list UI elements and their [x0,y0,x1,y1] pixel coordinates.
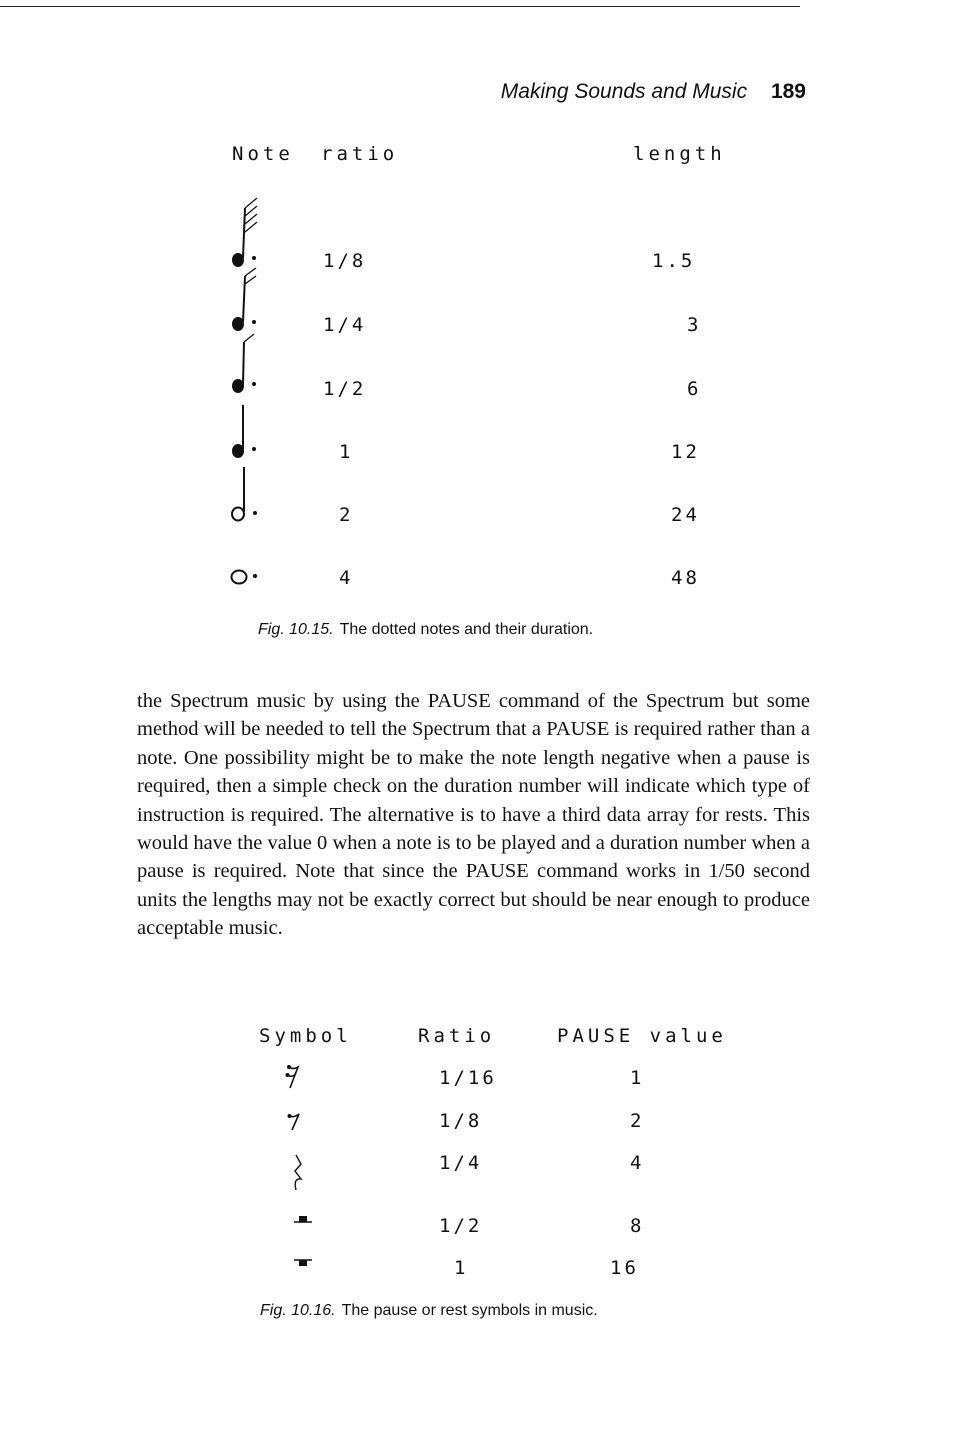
dotted-thirty-second-note-icon [228,268,268,338]
length-cell: 6 [687,378,702,400]
col-header-ratio: ratio [321,143,399,165]
figure-caption-text: The pause or rest symbols in music. [341,1302,598,1319]
col-header-note: Note [232,143,294,165]
top-rule [0,6,800,7]
ratio-cell: 1/8 [323,250,367,272]
col-header-ratio: Ratio [418,1025,496,1047]
col-header-symbol: Symbol [259,1025,352,1047]
pause-value-cell: 4 [630,1152,645,1174]
dotted-quarter-note-icon [228,405,268,465]
pause-value-cell: 16 [610,1257,639,1279]
eighth-rest-icon [286,1112,310,1132]
ratio-cell: 1/8 [439,1110,483,1132]
length-cell: 48 [671,567,700,589]
ratio-cell: 1/4 [439,1152,483,1174]
section-title: Making Sounds and Music [500,80,748,103]
pause-value-cell: 2 [630,1110,645,1132]
figure-caption-text: The dotted notes and their duration. [339,621,594,638]
running-head [380,80,806,104]
length-cell: 1.5 [652,250,696,272]
pause-value-cell: 8 [630,1215,645,1237]
dotted-half-note-icon [228,467,268,527]
half-rest-icon [293,1214,315,1226]
quarter-rest-icon [290,1154,310,1194]
dotted-whole-note-icon [228,565,268,589]
figure-label: Fig. 10.15. [258,621,334,638]
figure-label: Fig. 10.16. [260,1302,336,1319]
dotted-sixteenth-note-icon [228,334,268,400]
length-cell: 12 [671,441,700,463]
body-paragraph: the Spectrum music by using the PAUSE command of the Spectrum but some method will be needed to tell the Spectrum that a PAUSE is required rather than a note. One possibility might be to make the note length negative when a pause is required, then a simple check on the duration number will indicate which type of instruction is required. The alternative is to have a third data array for rests. This would have the value 0 when a note is to be played and a duration number when a pause is required. Note that since the PAUSE command works in 1/50 second units the lengths may not be exactly correct but should be near enough to produce acceptable music. [137,690,810,940]
ratio-cell: 1/2 [439,1215,483,1237]
sixteenth-rest-icon [285,1064,309,1090]
ratio-cell: 4 [339,567,354,589]
whole-rest-icon [293,1258,315,1270]
pause-value-cell: 1 [630,1067,645,1089]
ratio-cell: 2 [339,504,354,526]
figure-caption [260,1302,598,1320]
ratio-cell: 1 [454,1257,469,1279]
length-cell: 3 [687,314,702,336]
figure-caption [258,621,593,639]
col-header-pause-value: PAUSE value [557,1025,727,1047]
ratio-cell: 1/2 [323,378,367,400]
ratio-cell: 1/16 [439,1067,497,1089]
col-header-length: length [633,143,726,165]
ratio-cell: 1 [339,441,354,463]
dotted-sixty-fourth-note-icon [228,198,268,273]
length-cell: 24 [671,504,700,526]
page-number: 189 [770,80,806,103]
ratio-cell: 1/4 [323,314,367,336]
